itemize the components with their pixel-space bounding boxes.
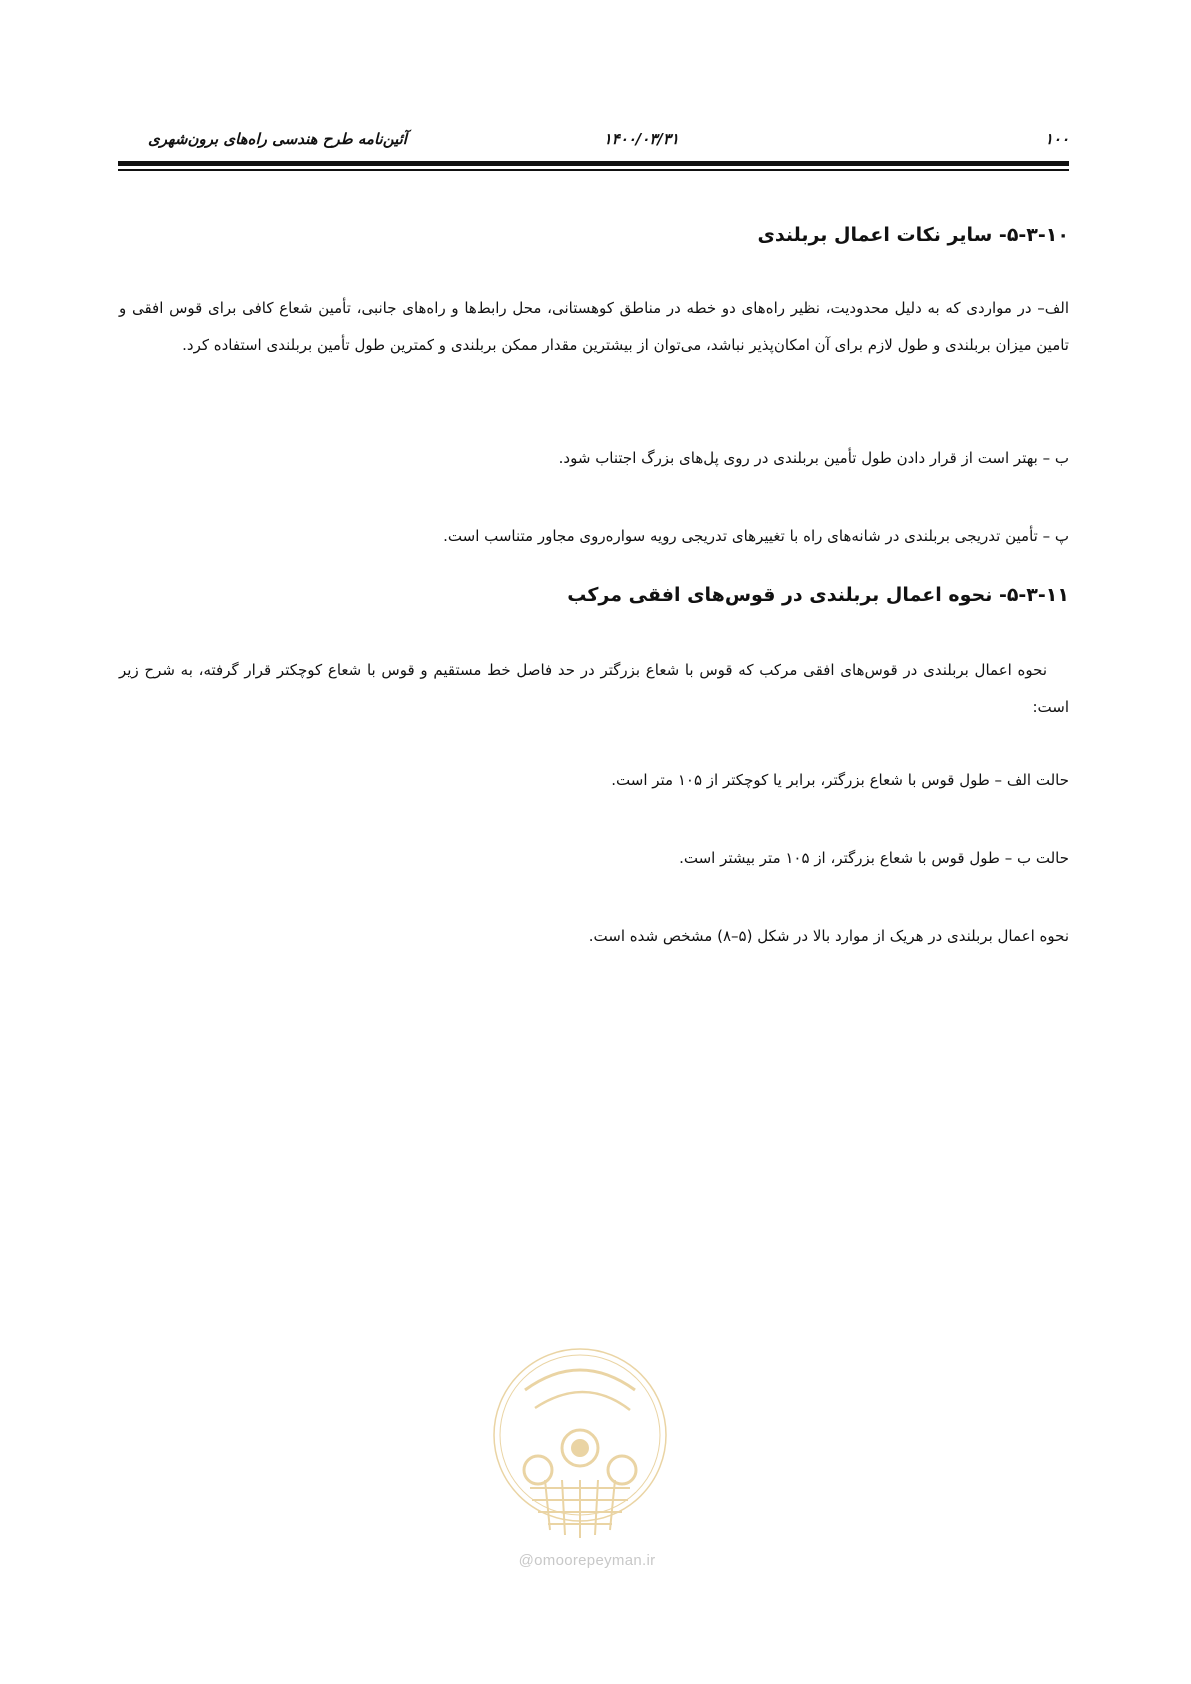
header-rule-thin xyxy=(118,169,1069,171)
watermark-logo xyxy=(490,1330,670,1550)
case-be: حالت ب – طول قوس با شعاع بزرگتر، از ۱۰۵ متر بیشتر است. xyxy=(679,849,1069,867)
section-heading-5-3-11: ۵-۳-۱۱- نحوه اعمال بربلندی در قوس‌های افقی مرکب xyxy=(567,584,1069,606)
paragraph-intro: نحوه اعمال بربلندی در قوس‌های افقی مرکب که قوس با شعاع بزرگتر در حد فاصل خط مستقیم و قوس با شعاع کوچکتر قرار گرفته، به شرح زیر است: xyxy=(119,661,1069,716)
paragraph-pe: پ – تأمین تدریجی بربلندی در شانه‌های راه با تغییرهای تدریجی رویه سواره‌روی مجاور متناسب است. xyxy=(443,527,1069,545)
watermark-url: @omoorepeyman.ir xyxy=(518,1552,656,1569)
page-header xyxy=(118,130,1069,154)
page-number: ۱۰۰ xyxy=(1044,130,1069,148)
case-alef: حالت الف – طول قوس با شعاع بزرگتر، برابر یا کوچکتر از ۱۰۵ متر است. xyxy=(611,771,1069,789)
header-date: ۱۴۰۰/۰۳/۳۱ xyxy=(603,130,679,148)
section-heading-5-3-10: ۵-۳-۱۰- سایر نکات اعمال بربلندی xyxy=(757,224,1069,246)
header-title: آئین‌نامه طرح هندسی راه‌های برون‌شهری xyxy=(148,130,407,148)
paragraph-alef: الف– در مواردی که به دلیل محدودیت، نظیر راه‌های دو خطه در مناطق کوهستانی، محل رابط‌ها و راه‌های جانبی، تأمین شعاع کافی برای قوس افقی و تامین میزان بربلندی و طول لازم برای آن امکان‌پذیر نباشد، می‌توان از بیشترین مقدار ممکن بربلندی و کمترین طول تأمین بربلندی استفاده کرد. xyxy=(119,299,1069,354)
paragraph-be: ب – بهتر است از قرار دادن طول تأمین بربلندی در روی پل‌های بزرگ اجتناب شود. xyxy=(558,449,1069,467)
header-rule-thick xyxy=(118,161,1069,166)
figure-reference: نحوه اعمال بربلندی در هریک از موارد بالا در شکل (۵–۸) مشخص شده است. xyxy=(588,927,1069,945)
